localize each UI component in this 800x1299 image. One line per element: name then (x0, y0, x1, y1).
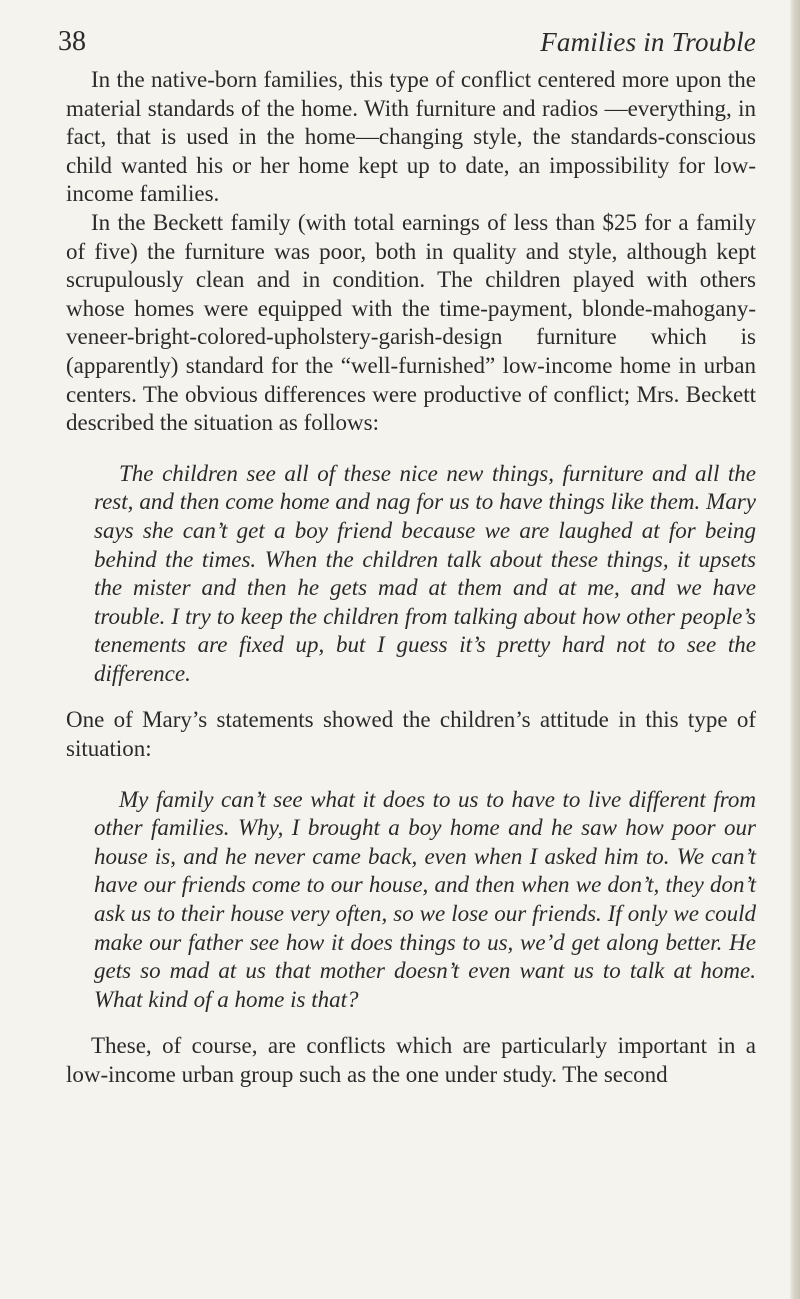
running-head: Families in Trouble (540, 27, 756, 57)
page-number: 38 (58, 26, 86, 57)
page-header (58, 24, 756, 64)
spacer (66, 688, 756, 706)
spacer (66, 764, 756, 786)
paragraph-beckett-family: In the Beckett family (with total earnings of less than $25 for a family of five) the furniture was poor, both in quality and style, although kept scrupulously clean and in condition. The children played with others whose homes were equipped with the time-payment, blonde-mahogany-veneer-bright-colored-upholstery-garish-design furniture which is (apparently) standard for the “well-furnished” low-income home in urban centers. The obvious differences were productive of conflict; Mrs. Beckett described the situation as follows: (66, 209, 756, 436)
paragraph-native-born: In the native-born families, this type of conflict centered more upon the material standards of the home. With furniture and radios —everything, in fact, that is used in the home—changing style, the standards-conscious child wanted his or her home kept up to date, an impossibility for low-income families. (66, 67, 756, 207)
body-text (66, 66, 756, 1090)
quote-mrs-beckett: The children see all of these nice new things, furniture and all the rest, and then come home and nag for us to have things like them. Mary says she can’t get a boy friend because we are laughed at for being behind the times. When the children talk about these things, it upsets the mister and then he gets mad at them and at me, and we have trouble. I try to keep the children from talking about how other people’s tenements are fixed up, but I guess it’s pretty hard not to see the difference. (94, 460, 756, 686)
paragraph-conflicts: These, of course, are conflicts which are particularly important in a low-income urban group such as the one under study. The second (66, 1033, 756, 1087)
spacer (66, 438, 756, 460)
spacer (66, 1014, 756, 1032)
quote-mary: My family can’t see what it does to us to have to live different from other families. Why, I brought a boy home and he saw how poor our house is, and he never came back, even when I asked him to. We can’t have our friends come to our house, and then when we don’t, they don’t ask us to their house very often, so we lose our friends. If only we could make our father see how it does things to us, we’d get along better. He gets so mad at us that mother doesn’t even want us to talk at home. What kind of a home is that? (94, 786, 756, 1012)
paragraph-marys-statement: One of Mary’s statements showed the children’s attitude in this type of situation: (66, 707, 756, 762)
page-spine-edge (790, 0, 800, 1299)
